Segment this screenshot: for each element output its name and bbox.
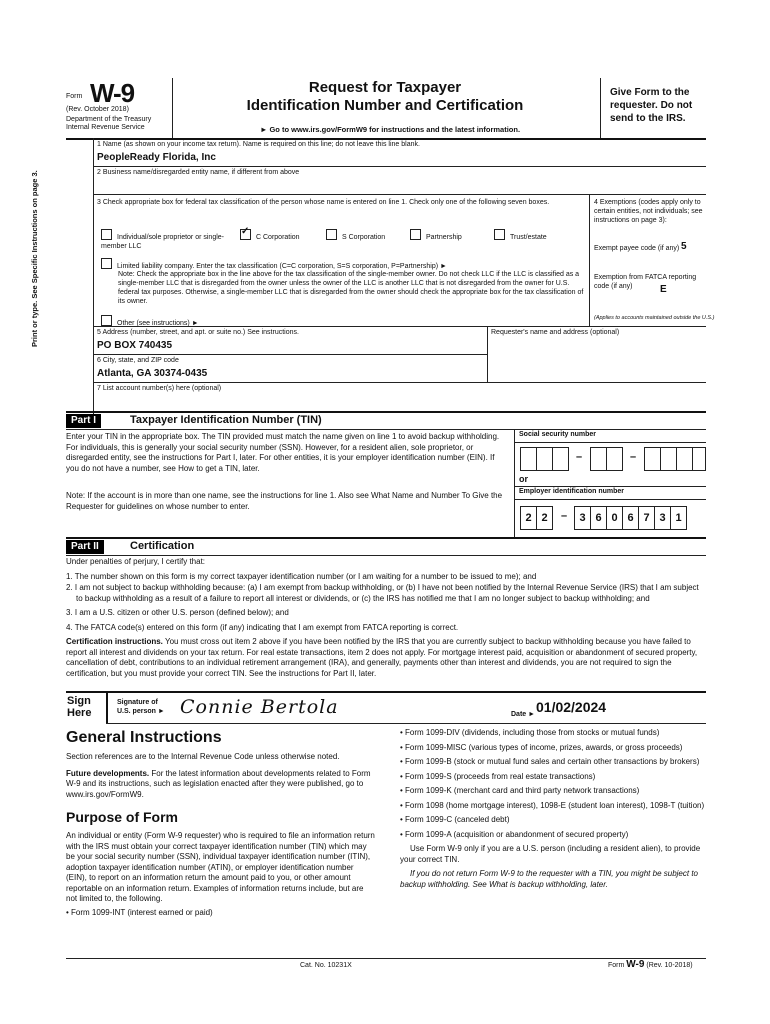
future-developments-text: For the latest information about developments related to Form W-9 and its instructions, such as legislation enacted after they were published, go to www.irs.gov/FormW9. <box>66 768 371 799</box>
instructions-link[interactable]: ► Go to www.irs.gov/FormW9 for instructions and the latest information. <box>259 125 521 134</box>
fatca-applies-note: (Applies to accounts maintained outside the U.S.) <box>594 315 715 321</box>
other-checkbox[interactable] <box>101 315 112 326</box>
part1-text <box>66 432 504 474</box>
ein-digit: 1 <box>670 506 687 530</box>
certification-body <box>66 557 706 679</box>
cert-instructions-text: You must cross out item 2 above if you have been notified by the IRS that you are currently subject to backup withholding because you have failed to report all interest and dividends on your tax return. For real estate transactions, item 2 does not apply. For mortgage interest paid, acquisition or abandonment of secured property, cancellation of debt, contributions to an individual retirement arrangement (IRA), and generally, payments other than interest and dividends, you are not required to sign the certification, but you must provide your correct TIN. See the instructions for Part II, later. <box>66 637 698 678</box>
line6-label: 6 City, state, and ZIP code <box>97 357 179 364</box>
bullet-item: • Form 1099-K (merchant card and third party network transactions) <box>400 786 640 795</box>
cert-item-2: 2. I am not subject to backup withholding because: (a) I am exempt from backup withholding, or (b) I have not been notified by the Internal Revenue Service (IRS) that I am subject to backup withholding as a result of a failure to report all interest or dividends, or (c) the IRS has notified me that I am no longer subject to backup withholding; and <box>66 583 699 603</box>
use-w9-text: Use Form W-9 only if you are a U.S. person (including a resident alien), to provide your correct TIN. <box>400 844 701 864</box>
llc-checkbox[interactable] <box>101 258 112 269</box>
ccorp-checkbox[interactable] <box>240 229 251 240</box>
fatca-field[interactable]: E <box>660 284 667 295</box>
ein-digit: 3 <box>574 506 591 530</box>
bullet-item: • Form 1099-DIV (dividends, including those from stocks or mutual funds) <box>400 728 660 737</box>
individual-checkbox[interactable] <box>101 229 112 240</box>
requester-label: Requester's name and address (optional) <box>491 329 620 336</box>
signature-field[interactable]: Connie Bertola <box>180 696 339 718</box>
line5-label: 5 Address (number, street, and apt. or suite no.) See instructions. <box>97 329 299 336</box>
line4-label: 4 Exemptions (codes apply only to certain entities, not individuals; see instructions on page 3): <box>594 199 703 224</box>
ein-label: Employer identification number <box>519 488 625 495</box>
or-separator: or <box>519 474 528 484</box>
cert-item-1: 1. The number shown on this form is my correct taxpayer identification number (or I am waiting for a number to be issued to me); and <box>66 571 537 581</box>
trust-option[interactable] <box>494 229 547 242</box>
part1-tag: Part I <box>66 414 101 428</box>
part2-tag: Part II <box>66 540 104 554</box>
section-references: Section references are to the Internal Revenue Code unless otherwise noted. <box>66 752 340 761</box>
form-label-small: Form <box>66 93 83 100</box>
individual-label: Individual/sole proprietor or single-member LLC <box>101 234 224 250</box>
ein-digit: 0 <box>606 506 623 530</box>
individual-option[interactable] <box>101 229 231 251</box>
footer-form-label <box>608 960 693 970</box>
line7-label: 7 List account number(s) here (optional) <box>97 385 222 392</box>
general-instructions-heading: General Instructions <box>66 729 222 746</box>
part1-note <box>66 491 504 512</box>
future-developments-bold: Future developments. <box>66 768 150 778</box>
cert-intro: Under penalties of perjury, I certify that: <box>66 557 206 566</box>
here-label: Here <box>67 707 92 719</box>
catalog-number: Cat. No. 10231X <box>300 962 352 969</box>
business-name-field[interactable] <box>97 180 697 192</box>
give-form-note: Give Form to the requester. Do not send to the IRS. <box>610 87 693 124</box>
trust-checkbox[interactable] <box>494 229 505 240</box>
bullet-item: • Form 1099-S (proceeds from real estate transactions) <box>400 771 596 781</box>
bullet-item: • Form 1099-B (stock or mutual fund sales and certain other transactions by brokers) <box>400 757 700 766</box>
right-column <box>400 728 706 894</box>
part1-instructions: Enter your TIN in the appropriate box. The TIN provided must match the name given on line 1 to avoid backup withholding. For individuals, this is generally your social security number (SSN). However, for a resident alien, sole proprietor, or disregarded entity, see the instructions for Part I, later. For other entities, it is your employer identification number (EIN). If you do not have a number, see How to get a TIN, later. <box>66 432 500 473</box>
department-line: Department of the Treasury <box>66 116 152 123</box>
partnership-checkbox[interactable] <box>410 229 421 240</box>
side-instruction-label: Print or type. See Specific Instructions on page 3. <box>30 170 39 347</box>
signature-label1: Signature of <box>117 699 158 706</box>
ein-digit: 6 <box>622 506 639 530</box>
part2-title: Certification <box>130 540 195 552</box>
account-numbers-field[interactable] <box>97 395 697 407</box>
form-title-line2: Identification Number and Certification <box>246 97 524 114</box>
city-state-zip-field[interactable]: Atlanta, GA 30374-0435 <box>97 368 208 379</box>
trust-label: Trust/estate <box>510 234 547 241</box>
bullet-item: • Form 1098 (home mortgage interest), 1098-E (student loan interest), 1098-T (tuition) <box>400 800 705 810</box>
bullet-item: • Form 1099-A (acquisition or abandonment of secured property) <box>400 829 629 839</box>
line2-label: 2 Business name/disregarded entity name, if different from above <box>97 169 300 176</box>
scorp-option[interactable] <box>326 229 385 242</box>
cert-instructions <box>66 637 706 679</box>
exempt-payee-field[interactable]: 5 <box>681 241 687 252</box>
scorp-checkbox[interactable] <box>326 229 337 240</box>
ein-digit: 2 <box>520 506 537 530</box>
bullet-item: • Form 1099-MISC (various types of income, prizes, awards, or gross proceeds) <box>400 742 683 752</box>
line1-label: 1 Name (as shown on your income tax return). Name is required on this line; do not leave this line blank. <box>97 141 420 148</box>
requester-field[interactable] <box>491 340 703 380</box>
purpose-heading: Purpose of Form <box>66 809 179 825</box>
address-field[interactable]: PO BOX 740435 <box>97 340 173 351</box>
fatca-label: Exemption from FATCA reporting code (if any) <box>594 274 697 290</box>
agency-line: Internal Revenue Service <box>66 124 145 131</box>
ein-digit: 2 <box>536 506 553 530</box>
footer-form: Form <box>608 962 625 969</box>
footer-form-name: W-9 <box>626 959 645 970</box>
signature-label2: U.S. person ► <box>117 708 165 715</box>
cert-instructions-bold: Certification instructions. <box>66 637 163 646</box>
ccorp-label: C Corporation <box>256 234 300 241</box>
cert-item-4: 4. The FATCA code(s) entered on this form (if any) indicating that I am exempt from FATCA reporting is correct. <box>66 622 459 632</box>
form-number: W-9 <box>90 78 135 108</box>
bullet-1099-int: • Form 1099-INT (interest earned or paid) <box>66 907 213 917</box>
partnership-option[interactable] <box>410 229 462 242</box>
scorp-label: S Corporation <box>342 234 386 241</box>
part1-note-text: Note: If the account is in more than one name, see the instructions for line 1. Also see What Name and Number To Give the Requester for guidelines on whose number to enter. <box>66 491 503 511</box>
llc-note: Note: Check the appropriate box in the line above for the tax classification of the single-member owner. Do not check LLC if the LLC is classified as a single-member LLC that is disregarded from the owner unless the owner of the LLC is another LLC that is not disregarded from the owner for U.S. federal tax purposes. Otherwise, a single-member LLC that is disregarded from the owner should check the appropriate box for the tax classification of its owner. <box>118 271 584 305</box>
bullet-item: • Form 1099-C (canceled debt) <box>400 815 510 824</box>
ein-digit: 3 <box>654 506 671 530</box>
left-column <box>66 728 376 922</box>
line3-label: 3 Check appropriate box for federal tax classification of the person whose name is entered on line 1. Check only one of the following seven boxes. <box>97 199 550 206</box>
ein-digit: 6 <box>590 506 607 530</box>
name-field[interactable]: PeopleReady Florida, Inc <box>97 152 216 163</box>
cert-item-3: 3. I am a U.S. citizen or other U.S. person (defined below); and <box>66 608 289 617</box>
date-field[interactable]: 01/02/2024 <box>536 699 607 715</box>
exempt-payee-label: Exempt payee code (if any) <box>594 245 680 252</box>
form-title-line1: Request for Taxpayer <box>308 79 462 96</box>
llc-label: Limited liability company. Enter the tax classification (C=C corporation, S=S corporation, P=Partnership) ► <box>117 263 447 270</box>
backup-withholding-text: If you do not return Form W-9 to the requester with a TIN, you might be subject to backup withholding. See What is backup withholding, later. <box>400 869 698 889</box>
partnership-label: Partnership <box>426 234 462 241</box>
ein-digit: 7 <box>638 506 655 530</box>
future-developments <box>66 769 376 801</box>
purpose-text: An individual or entity (Form W-9 requester) who is required to file an information return with the IRS must obtain your correct taxpayer identification number (TIN) which may be your social security number (SSN), individual taxpayer identification number (ITIN), adoption taxpayer identification number (ATIN), or employer identification number (EIN), to report on an information return the amount paid to you, or other amount reportable on an information return. Examples of information returns include, but are not limited to, the following. <box>66 831 375 903</box>
revision-date: (Rev. October 2018) <box>66 106 129 113</box>
footer-rev: (Rev. 10-2018) <box>646 962 693 969</box>
date-label: Date ► <box>511 711 536 718</box>
ssn-label: Social security number <box>519 431 597 438</box>
ccorp-option[interactable] <box>240 229 300 242</box>
other-label: Other (see instructions) ► <box>117 320 199 327</box>
part1-title: Taxpayer Identification Number (TIN) <box>130 414 322 426</box>
sign-label: Sign <box>67 695 91 707</box>
